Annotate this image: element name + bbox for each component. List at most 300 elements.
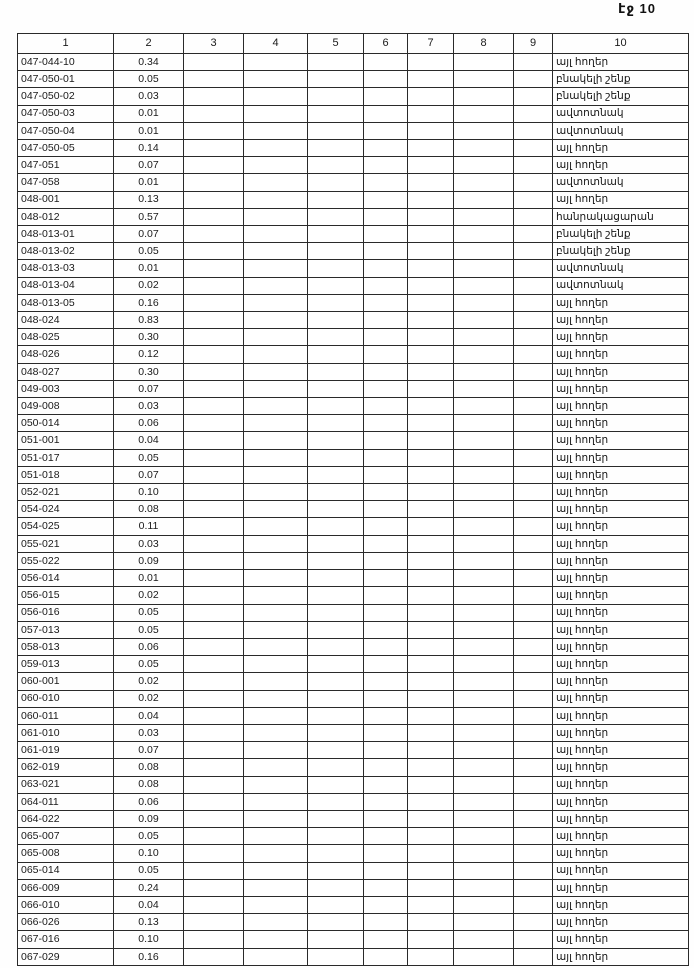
- cell-empty-col9: [514, 191, 553, 208]
- cell-empty-col5: [308, 191, 364, 208]
- table-row: [18, 260, 689, 277]
- cell-empty-col5: [308, 621, 364, 638]
- cell-area-value: 0.05: [114, 604, 184, 621]
- cell-empty-col8: [454, 879, 514, 896]
- cell-parcel-code: 060-001: [18, 673, 114, 690]
- cell-empty-col8: [454, 742, 514, 759]
- cell-empty-col4: [244, 862, 308, 879]
- cell-parcel-code: 064-011: [18, 793, 114, 810]
- cell-empty-col4: [244, 845, 308, 862]
- cell-empty-col7: [408, 638, 454, 655]
- cell-empty-col5: [308, 707, 364, 724]
- cell-empty-col4: [244, 673, 308, 690]
- cell-empty-col7: [408, 432, 454, 449]
- cell-empty-col4: [244, 105, 308, 122]
- cell-empty-col5: [308, 329, 364, 346]
- cell-empty-col9: [514, 226, 553, 243]
- cell-parcel-code: 051-001: [18, 432, 114, 449]
- cell-parcel-code: 048-001: [18, 191, 114, 208]
- cell-empty-col9: [514, 896, 553, 913]
- table-row: [18, 776, 689, 793]
- cell-empty-col3: [184, 707, 244, 724]
- cell-empty-col7: [408, 88, 454, 105]
- cell-empty-col8: [454, 260, 514, 277]
- cell-empty-col3: [184, 415, 244, 432]
- cell-empty-col5: [308, 105, 364, 122]
- cell-empty-col7: [408, 294, 454, 311]
- cell-empty-col6: [364, 656, 408, 673]
- cell-empty-col7: [408, 587, 454, 604]
- cell-empty-col5: [308, 759, 364, 776]
- cell-area-value: 0.02: [114, 277, 184, 294]
- cell-empty-col8: [454, 415, 514, 432]
- cell-empty-col4: [244, 226, 308, 243]
- cell-area-value: 0.14: [114, 140, 184, 157]
- cell-empty-col8: [454, 329, 514, 346]
- cell-empty-col4: [244, 329, 308, 346]
- cell-land-use: բնակելի շենք: [553, 71, 689, 88]
- cell-empty-col9: [514, 552, 553, 569]
- cell-empty-col9: [514, 621, 553, 638]
- cell-empty-col5: [308, 690, 364, 707]
- table-header-cell-1: 1: [18, 34, 114, 54]
- cell-area-value: 0.04: [114, 432, 184, 449]
- cell-empty-col6: [364, 759, 408, 776]
- cell-empty-col6: [364, 914, 408, 931]
- cell-empty-col8: [454, 226, 514, 243]
- cell-land-use: այլ հողեր: [553, 828, 689, 845]
- table-header-cell-9: 9: [514, 34, 553, 54]
- cell-empty-col3: [184, 294, 244, 311]
- cell-empty-col3: [184, 552, 244, 569]
- cell-land-use: այլ հողեր: [553, 724, 689, 741]
- cell-empty-col5: [308, 724, 364, 741]
- cell-area-value: 0.02: [114, 690, 184, 707]
- cell-parcel-code: 057-013: [18, 621, 114, 638]
- cell-empty-col7: [408, 896, 454, 913]
- cell-empty-col4: [244, 604, 308, 621]
- cell-empty-col9: [514, 415, 553, 432]
- cell-empty-col9: [514, 724, 553, 741]
- cell-parcel-code: 056-016: [18, 604, 114, 621]
- cell-area-value: 0.03: [114, 398, 184, 415]
- table-header-cell-5: 5: [308, 34, 364, 54]
- cell-empty-col6: [364, 157, 408, 174]
- cell-empty-col4: [244, 535, 308, 552]
- cell-empty-col3: [184, 226, 244, 243]
- cell-empty-col8: [454, 380, 514, 397]
- cell-empty-col3: [184, 380, 244, 397]
- cell-empty-col6: [364, 776, 408, 793]
- cell-empty-col8: [454, 449, 514, 466]
- cell-empty-col3: [184, 432, 244, 449]
- cell-land-use: այլ հողեր: [553, 398, 689, 415]
- cell-parcel-code: 067-016: [18, 931, 114, 948]
- cell-empty-col8: [454, 312, 514, 329]
- cell-parcel-code: 048-025: [18, 329, 114, 346]
- cell-empty-col9: [514, 638, 553, 655]
- cell-empty-col3: [184, 948, 244, 965]
- cell-empty-col5: [308, 466, 364, 483]
- cell-empty-col9: [514, 776, 553, 793]
- cell-empty-col8: [454, 54, 514, 71]
- cell-empty-col3: [184, 54, 244, 71]
- cell-empty-col5: [308, 776, 364, 793]
- cell-parcel-code: 058-013: [18, 638, 114, 655]
- cell-empty-col9: [514, 449, 553, 466]
- cell-land-use: այլ հողեր: [553, 432, 689, 449]
- cell-empty-col4: [244, 122, 308, 139]
- cell-empty-col7: [408, 690, 454, 707]
- cell-empty-col5: [308, 88, 364, 105]
- cell-land-use: ավտոտնակ: [553, 260, 689, 277]
- cell-empty-col5: [308, 793, 364, 810]
- cell-parcel-code: 055-022: [18, 552, 114, 569]
- table-header-cell-10: 10: [553, 34, 689, 54]
- cell-empty-col3: [184, 449, 244, 466]
- cell-empty-col8: [454, 828, 514, 845]
- cell-land-use: այլ հողեր: [553, 914, 689, 931]
- cell-area-value: 0.05: [114, 243, 184, 260]
- cell-empty-col4: [244, 71, 308, 88]
- cell-land-use: այլ հողեր: [553, 638, 689, 655]
- cell-land-use: այլ հողեր: [553, 518, 689, 535]
- cell-empty-col6: [364, 329, 408, 346]
- table-row: [18, 656, 689, 673]
- cell-parcel-code: 062-019: [18, 759, 114, 776]
- cell-empty-col3: [184, 724, 244, 741]
- cell-empty-col8: [454, 208, 514, 225]
- cell-land-use: այլ հողեր: [553, 604, 689, 621]
- table-row: [18, 879, 689, 896]
- cell-land-use: այլ հողեր: [553, 879, 689, 896]
- cell-parcel-code: 060-011: [18, 707, 114, 724]
- cell-empty-col5: [308, 484, 364, 501]
- table-row: [18, 449, 689, 466]
- cell-parcel-code: 066-010: [18, 896, 114, 913]
- cell-land-use: այլ հողեր: [553, 157, 689, 174]
- table-row: [18, 71, 689, 88]
- cell-empty-col8: [454, 398, 514, 415]
- cell-area-value: 0.10: [114, 484, 184, 501]
- cell-empty-col5: [308, 140, 364, 157]
- table-row: [18, 896, 689, 913]
- cell-empty-col9: [514, 208, 553, 225]
- cell-empty-col5: [308, 398, 364, 415]
- cell-land-use: այլ հողեր: [553, 329, 689, 346]
- cell-area-value: 0.03: [114, 88, 184, 105]
- cell-parcel-code: 049-008: [18, 398, 114, 415]
- cell-area-value: 0.06: [114, 415, 184, 432]
- cell-empty-col3: [184, 71, 244, 88]
- cell-empty-col9: [514, 604, 553, 621]
- cell-area-value: 0.16: [114, 294, 184, 311]
- cell-empty-col6: [364, 174, 408, 191]
- cell-empty-col4: [244, 724, 308, 741]
- cell-empty-col7: [408, 793, 454, 810]
- cell-empty-col8: [454, 140, 514, 157]
- cell-empty-col6: [364, 724, 408, 741]
- cell-area-value: 0.01: [114, 105, 184, 122]
- cell-empty-col7: [408, 398, 454, 415]
- cell-area-value: 0.02: [114, 673, 184, 690]
- cell-parcel-code: 061-010: [18, 724, 114, 741]
- cell-empty-col5: [308, 226, 364, 243]
- table-row: [18, 810, 689, 827]
- cell-empty-col4: [244, 466, 308, 483]
- cell-empty-col6: [364, 191, 408, 208]
- cell-empty-col3: [184, 346, 244, 363]
- cell-area-value: 0.12: [114, 346, 184, 363]
- cell-empty-col6: [364, 208, 408, 225]
- cell-empty-col9: [514, 277, 553, 294]
- cell-empty-col7: [408, 914, 454, 931]
- cell-empty-col3: [184, 122, 244, 139]
- cell-empty-col4: [244, 570, 308, 587]
- cell-area-value: 0.11: [114, 518, 184, 535]
- cell-parcel-code: 055-021: [18, 535, 114, 552]
- cell-empty-col3: [184, 260, 244, 277]
- table-row: [18, 621, 689, 638]
- cell-empty-col5: [308, 810, 364, 827]
- table-row: [18, 587, 689, 604]
- cell-parcel-code: 066-026: [18, 914, 114, 931]
- cell-empty-col3: [184, 656, 244, 673]
- cell-empty-col3: [184, 621, 244, 638]
- cell-empty-col3: [184, 363, 244, 380]
- cell-empty-col5: [308, 243, 364, 260]
- cell-empty-col3: [184, 810, 244, 827]
- cell-empty-col4: [244, 518, 308, 535]
- cell-empty-col3: [184, 828, 244, 845]
- cell-parcel-code: 048-024: [18, 312, 114, 329]
- cell-parcel-code: 048-013-02: [18, 243, 114, 260]
- cell-empty-col6: [364, 896, 408, 913]
- cell-empty-col4: [244, 810, 308, 827]
- cell-empty-col5: [308, 174, 364, 191]
- cell-parcel-code: 056-014: [18, 570, 114, 587]
- cell-empty-col9: [514, 690, 553, 707]
- cell-empty-col5: [308, 845, 364, 862]
- cell-empty-col4: [244, 621, 308, 638]
- cell-land-use: այլ հողեր: [553, 191, 689, 208]
- cell-area-value: 0.09: [114, 552, 184, 569]
- table-row: [18, 88, 689, 105]
- cell-empty-col9: [514, 105, 553, 122]
- cell-empty-col8: [454, 535, 514, 552]
- cell-empty-col5: [308, 948, 364, 965]
- cell-empty-col3: [184, 329, 244, 346]
- cell-parcel-code: 060-010: [18, 690, 114, 707]
- cell-area-value: 0.05: [114, 656, 184, 673]
- cell-parcel-code: 063-021: [18, 776, 114, 793]
- cell-empty-col9: [514, 380, 553, 397]
- cell-empty-col4: [244, 243, 308, 260]
- cadastral-table: [17, 33, 689, 966]
- cell-empty-col5: [308, 896, 364, 913]
- cell-empty-col4: [244, 501, 308, 518]
- cell-empty-col9: [514, 294, 553, 311]
- cell-land-use: այլ հողեր: [553, 862, 689, 879]
- cell-empty-col7: [408, 742, 454, 759]
- cell-empty-col5: [308, 380, 364, 397]
- cell-empty-col3: [184, 191, 244, 208]
- cell-empty-col3: [184, 277, 244, 294]
- cell-empty-col9: [514, 879, 553, 896]
- cell-empty-col6: [364, 810, 408, 827]
- table-header-cell-7: 7: [408, 34, 454, 54]
- cell-parcel-code: 052-021: [18, 484, 114, 501]
- cell-empty-col6: [364, 948, 408, 965]
- cell-parcel-code: 047-050-05: [18, 140, 114, 157]
- cell-area-value: 0.24: [114, 879, 184, 896]
- cell-empty-col9: [514, 810, 553, 827]
- cell-area-value: 0.30: [114, 363, 184, 380]
- cell-empty-col7: [408, 621, 454, 638]
- cell-empty-col6: [364, 140, 408, 157]
- table-row: [18, 243, 689, 260]
- cell-empty-col7: [408, 363, 454, 380]
- cell-empty-col5: [308, 346, 364, 363]
- cell-land-use: այլ հողեր: [553, 294, 689, 311]
- cell-parcel-code: 048-026: [18, 346, 114, 363]
- cell-empty-col7: [408, 380, 454, 397]
- cell-empty-col7: [408, 277, 454, 294]
- cell-land-use: բնակելի շենք: [553, 88, 689, 105]
- cell-land-use: այլ հողեր: [553, 54, 689, 71]
- cell-empty-col8: [454, 845, 514, 862]
- cell-land-use: ավտոտնակ: [553, 174, 689, 191]
- table-row: [18, 432, 689, 449]
- cell-parcel-code: 065-007: [18, 828, 114, 845]
- cell-empty-col7: [408, 449, 454, 466]
- cell-land-use: այլ հողեր: [553, 810, 689, 827]
- cell-empty-col8: [454, 346, 514, 363]
- cell-land-use: այլ հողեր: [553, 621, 689, 638]
- cell-empty-col7: [408, 604, 454, 621]
- cell-empty-col4: [244, 157, 308, 174]
- cell-land-use: այլ հողեր: [553, 363, 689, 380]
- cell-land-use: այլ հողեր: [553, 346, 689, 363]
- cell-empty-col8: [454, 690, 514, 707]
- cell-empty-col5: [308, 552, 364, 569]
- cell-parcel-code: 047-050-03: [18, 105, 114, 122]
- cell-land-use: այլ հողեր: [553, 380, 689, 397]
- cell-empty-col5: [308, 363, 364, 380]
- cell-empty-col7: [408, 776, 454, 793]
- cell-empty-col4: [244, 587, 308, 604]
- table-header-cell-2: 2: [114, 34, 184, 54]
- table-row: [18, 518, 689, 535]
- cell-parcel-code: 066-009: [18, 879, 114, 896]
- cell-empty-col8: [454, 587, 514, 604]
- cell-empty-col4: [244, 828, 308, 845]
- table-row: [18, 312, 689, 329]
- cell-empty-col3: [184, 776, 244, 793]
- cell-area-value: 0.07: [114, 380, 184, 397]
- cell-parcel-code: 048-013-03: [18, 260, 114, 277]
- cell-empty-col5: [308, 862, 364, 879]
- cell-empty-col9: [514, 931, 553, 948]
- cell-land-use: այլ հողեր: [553, 466, 689, 483]
- table-row: [18, 398, 689, 415]
- cell-empty-col4: [244, 174, 308, 191]
- cell-empty-col8: [454, 363, 514, 380]
- cell-parcel-code: 065-014: [18, 862, 114, 879]
- cell-empty-col7: [408, 862, 454, 879]
- cell-area-value: 0.04: [114, 896, 184, 913]
- cell-empty-col5: [308, 828, 364, 845]
- cell-area-value: 0.83: [114, 312, 184, 329]
- cell-empty-col3: [184, 742, 244, 759]
- cell-empty-col7: [408, 570, 454, 587]
- cell-empty-col3: [184, 312, 244, 329]
- cell-empty-col8: [454, 931, 514, 948]
- cell-land-use: այլ հողեր: [553, 690, 689, 707]
- cell-empty-col6: [364, 294, 408, 311]
- cell-empty-col9: [514, 329, 553, 346]
- cell-empty-col3: [184, 140, 244, 157]
- cell-empty-col7: [408, 518, 454, 535]
- cell-empty-col9: [514, 398, 553, 415]
- cell-empty-col9: [514, 140, 553, 157]
- cell-empty-col5: [308, 208, 364, 225]
- table-row: [18, 140, 689, 157]
- cell-empty-col4: [244, 277, 308, 294]
- cell-parcel-code: 050-014: [18, 415, 114, 432]
- cell-empty-col4: [244, 707, 308, 724]
- table-header-row: [18, 34, 689, 54]
- cell-empty-col4: [244, 948, 308, 965]
- cell-empty-col3: [184, 845, 244, 862]
- cell-empty-col8: [454, 518, 514, 535]
- cell-empty-col3: [184, 174, 244, 191]
- cell-land-use: այլ հողեր: [553, 570, 689, 587]
- cell-empty-col7: [408, 260, 454, 277]
- cell-empty-col8: [454, 157, 514, 174]
- cell-empty-col5: [308, 587, 364, 604]
- page-number-label: էջ 10: [618, 1, 656, 16]
- cell-parcel-code: 065-008: [18, 845, 114, 862]
- table-row: [18, 174, 689, 191]
- table-row: [18, 948, 689, 965]
- cell-empty-col9: [514, 518, 553, 535]
- cell-empty-col9: [514, 88, 553, 105]
- cell-empty-col3: [184, 914, 244, 931]
- cell-area-value: 0.02: [114, 587, 184, 604]
- cell-land-use: այլ հողեր: [553, 896, 689, 913]
- cell-empty-col8: [454, 191, 514, 208]
- cell-empty-col6: [364, 673, 408, 690]
- cell-empty-col8: [454, 174, 514, 191]
- table-row: [18, 570, 689, 587]
- cell-empty-col5: [308, 535, 364, 552]
- table-row: [18, 105, 689, 122]
- cell-empty-col6: [364, 312, 408, 329]
- cell-empty-col5: [308, 54, 364, 71]
- cell-empty-col5: [308, 879, 364, 896]
- cell-empty-col6: [364, 535, 408, 552]
- cell-parcel-code: 048-012: [18, 208, 114, 225]
- table-row: [18, 501, 689, 518]
- cell-empty-col6: [364, 380, 408, 397]
- cell-empty-col3: [184, 879, 244, 896]
- cell-land-use: բնակելի շենք: [553, 243, 689, 260]
- cell-empty-col7: [408, 226, 454, 243]
- cell-empty-col7: [408, 484, 454, 501]
- cell-parcel-code: 047-058: [18, 174, 114, 191]
- cell-area-value: 0.05: [114, 449, 184, 466]
